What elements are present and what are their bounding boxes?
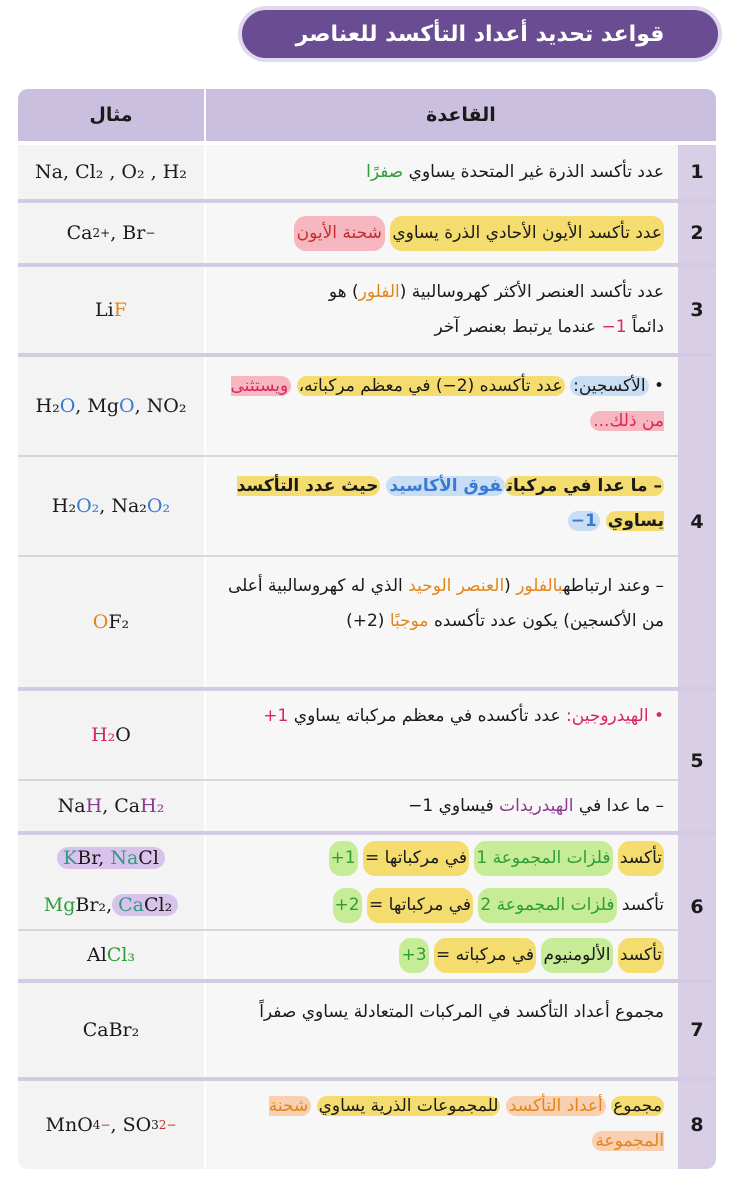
text-fragment: أعداد التأكسد	[506, 1096, 606, 1116]
text-fragment: O₂	[76, 495, 100, 517]
text-fragment: فوق الأكاسيد	[386, 476, 504, 496]
text-fragment: 3	[151, 1118, 159, 1132]
text-fragment: مجموع	[613, 1096, 662, 1116]
text-fragment: 1+	[263, 706, 289, 726]
text-fragment: Ca	[66, 222, 93, 244]
table-row-4	[18, 357, 716, 687]
text-fragment: Cl	[138, 847, 159, 869]
text-fragment: (	[504, 576, 511, 596]
table-row-8	[18, 1081, 716, 1169]
text-fragment: عدد تأكسد الذرة غير المتحدة يساوي	[408, 161, 664, 182]
rule-cell	[206, 145, 678, 199]
table-row-1	[18, 145, 716, 199]
header-example: مثال	[18, 89, 204, 141]
text-fragment: 2+	[333, 888, 362, 923]
text-fragment: تأكسد	[618, 938, 664, 973]
text-fragment: حيث عدد التأكسد يساوي	[236, 476, 664, 531]
example-cell	[18, 1081, 204, 1169]
text-fragment: •	[653, 376, 664, 396]
text-fragment: Mg	[43, 894, 76, 916]
text-fragment: Na	[110, 847, 139, 869]
rule-cell	[206, 835, 678, 881]
rule-cell	[206, 457, 678, 555]
text-fragment: , Mg	[75, 395, 119, 417]
text-fragment: Ca	[118, 894, 144, 916]
text-fragment: 3+	[399, 938, 428, 973]
text-fragment: الألومنيوم	[541, 938, 612, 973]
text-fragment: الفلور	[358, 282, 400, 302]
text-fragment: F	[113, 299, 127, 321]
text-fragment: – ما عدا في مركبات	[506, 476, 662, 496]
table-row-6	[18, 835, 716, 979]
example-cell	[18, 835, 204, 881]
example-cell	[18, 881, 204, 929]
text-fragment: فيساوي 1−	[408, 795, 494, 816]
rule-cell	[206, 781, 678, 831]
text-fragment: شحنة المجموعة	[268, 1096, 664, 1151]
text-fragment: تأكسد	[621, 894, 664, 915]
text-fragment: ) هو دائماً	[328, 282, 664, 337]
example-cell	[18, 267, 204, 353]
text-fragment: عندما يرتبط بعنصر آخر	[434, 317, 597, 337]
rule-cell	[206, 203, 678, 263]
text-fragment: −	[145, 226, 156, 240]
text-fragment: في مركباتها =	[367, 888, 473, 923]
rule-cell	[206, 267, 678, 353]
example-cell	[18, 203, 204, 263]
example-cell	[18, 557, 204, 687]
rule-cell	[206, 1081, 678, 1169]
row-number: 7	[678, 983, 716, 1077]
text-fragment: , SO	[110, 1114, 152, 1136]
text-fragment: 1−	[601, 317, 627, 337]
row-number: 1	[678, 145, 716, 199]
text-fragment: H₂	[91, 724, 116, 746]
text-fragment: 1−	[568, 511, 600, 531]
text-fragment: , NO₂	[134, 395, 187, 417]
text-fragment: في مركباتها =	[363, 841, 469, 876]
text-fragment: فلزات المجموعة 2	[478, 888, 616, 923]
example-cell	[18, 931, 204, 979]
example-cell	[18, 357, 204, 455]
text-fragment: ,	[98, 847, 111, 869]
text-fragment	[57, 847, 165, 869]
text-fragment: الذي له كهروسالبية أعلى من الأكسجين) يكون عدد تأكسده	[227, 576, 664, 631]
table-row-7	[18, 983, 716, 1077]
text-fragment: العنصر الوحيد	[408, 576, 505, 596]
text-fragment: Br₂	[75, 894, 107, 916]
text-fragment: الهيدروجين:	[566, 706, 649, 726]
text-fragment: 4	[92, 1118, 101, 1132]
example-cell	[18, 457, 204, 555]
text-fragment: الهيدريدات	[499, 795, 574, 816]
example-cell: Na, Cl₂ , O₂ , H₂	[18, 145, 204, 199]
text-fragment: −	[100, 1118, 111, 1132]
text-fragment: شحنة الأيون	[294, 216, 385, 251]
text-fragment: O	[115, 724, 131, 746]
rule-cell	[206, 983, 678, 1077]
text-fragment: بالفلور	[516, 576, 563, 596]
text-fragment: F₂	[108, 611, 130, 633]
row-number: 8	[678, 1081, 716, 1169]
row-number: 2	[678, 203, 716, 263]
rules-table	[18, 89, 716, 1169]
row-number: 4	[678, 357, 716, 687]
text-fragment: تأكسد	[618, 841, 664, 876]
text-fragment: الأكسجين:	[570, 376, 648, 396]
text-fragment: فلزات المجموعة 1	[474, 841, 612, 876]
example-cell	[18, 691, 204, 779]
table-header	[18, 89, 716, 141]
rule-cell	[206, 357, 678, 455]
text-fragment: موجبًا	[389, 611, 429, 631]
table-row-5	[18, 691, 716, 831]
text-fragment: , Br	[110, 222, 146, 244]
page-title-text: قواعد تحديد أعداد التأكسد للعناصر	[295, 21, 665, 47]
text-fragment: صفرًا	[366, 161, 404, 182]
text-fragment: Al	[86, 944, 107, 966]
text-fragment: – وعند ارتباطه	[562, 576, 664, 596]
text-fragment: MnO	[45, 1114, 93, 1136]
row-number: 5	[678, 691, 716, 831]
text-fragment: O₂	[146, 495, 171, 517]
text-fragment: H₂	[35, 395, 60, 417]
text-fragment: , Na₂	[99, 495, 147, 517]
text-fragment: ,	[106, 894, 113, 916]
row-number: 3	[678, 267, 716, 353]
text-fragment: •	[653, 706, 664, 726]
table-row-3	[18, 267, 716, 353]
text-fragment: عدد تأكسده في معظم مركباته يساوي	[293, 706, 561, 726]
text-fragment: O	[118, 395, 135, 417]
text-fragment: مجموع أعداد التأكسد في المركبات المتعادلة يساوي صفراً	[259, 1002, 664, 1022]
text-fragment: Cl₃	[106, 944, 136, 966]
text-fragment: للمجموعات الذرية يساوي	[318, 1096, 499, 1116]
row-number: 6	[678, 835, 716, 979]
text-fragment: Na	[57, 795, 86, 817]
text-fragment: K	[63, 847, 78, 869]
rule-cell	[206, 881, 678, 929]
text-fragment: H₂	[51, 495, 77, 517]
example-cell	[18, 781, 204, 831]
text-fragment: H₂	[140, 795, 165, 817]
text-fragment: عدد تأكسد العنصر الأكثر كهروسالبية (	[399, 282, 664, 302]
text-fragment: Cl₂	[143, 894, 173, 916]
text-fragment: في مركباته =	[434, 938, 536, 973]
text-fragment: عدد تأكسد الأيون الأحادي الذرة يساوي	[390, 216, 664, 251]
rule-cell	[206, 931, 678, 979]
text-fragment: (2+)	[346, 611, 385, 631]
page-title	[238, 6, 722, 62]
text-fragment: 2+	[92, 226, 111, 240]
text-fragment: – ما عدا في	[578, 795, 664, 816]
text-fragment: ويستثنى من ذلك...	[230, 376, 664, 431]
header-rule: القاعدة	[206, 89, 716, 141]
rule-cell	[206, 691, 678, 779]
text-fragment: Li	[95, 299, 114, 321]
text-fragment: Br	[77, 847, 99, 869]
text-fragment: 1+	[329, 841, 358, 876]
text-fragment: O	[92, 611, 109, 633]
text-fragment	[112, 894, 178, 916]
text-fragment: 2−	[158, 1118, 177, 1132]
rule-cell	[206, 557, 678, 687]
text-fragment: H	[85, 795, 103, 817]
text-fragment: O	[59, 395, 76, 417]
table-row-2	[18, 203, 716, 263]
text-fragment: عدد تأكسده (2−) في معظم مركباته،	[298, 376, 563, 396]
text-fragment: , Ca	[102, 795, 141, 817]
example-cell: CaBr₂	[18, 983, 204, 1077]
